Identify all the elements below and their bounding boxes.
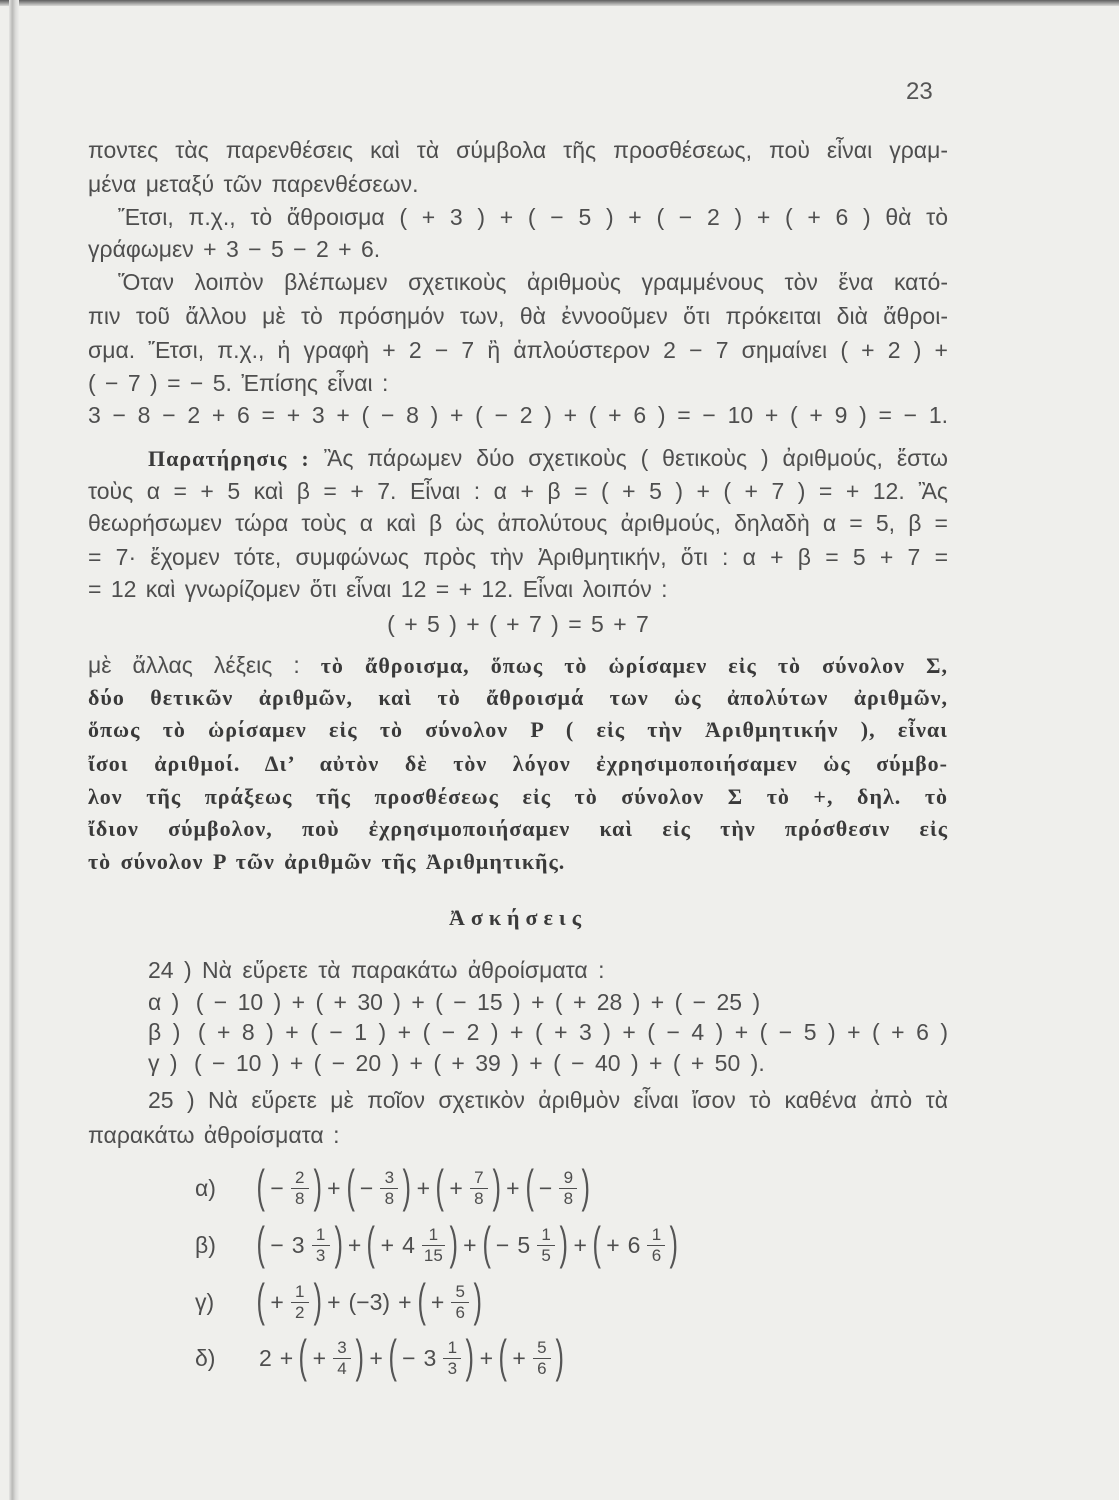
fraction xyxy=(533,1338,551,1379)
exercise-24-item-expression: ( − 10 ) + ( − 20 ) + ( + 39 ) + ( − 40 ) + ( + 50 ). xyxy=(193,1050,765,1076)
math-symbol: 6 xyxy=(627,1231,641,1258)
large-parenthesis: ( xyxy=(366,1217,376,1269)
fraction-numerator: 1 xyxy=(315,1224,326,1244)
exercise-25-row-a xyxy=(195,1158,592,1218)
remark-line9: ἴσοι ἀριθμοί. Δι’ αὐτὸν δὲ τὸν λόγον ἐχρησιμοποιήσαμεν ὡς σύμβο- xyxy=(88,751,948,776)
math-symbol: − xyxy=(270,1174,284,1201)
math-symbol: + xyxy=(380,1231,395,1258)
large-parenthesis: ( xyxy=(498,1330,507,1382)
large-parenthesis: ) xyxy=(669,1217,679,1269)
math-symbol: + xyxy=(270,1288,284,1315)
fraction xyxy=(537,1225,555,1266)
large-parenthesis: ) xyxy=(313,1274,322,1326)
fraction-numerator: 1 xyxy=(541,1224,551,1244)
large-parenthesis: ) xyxy=(334,1217,343,1269)
remark-line6-intro: μὲ ἄλλας λέξεις : xyxy=(88,652,300,678)
exercises-heading: Ἀσκήσεις xyxy=(448,905,588,930)
math-symbol: + xyxy=(347,1231,362,1258)
exercise-25-row-label: γ) xyxy=(195,1288,215,1315)
large-parenthesis: ( xyxy=(345,1160,355,1212)
fraction-denominator: 8 xyxy=(380,1188,398,1209)
exercise-24-prompt: 24 ) Νὰ εὕρετε τὰ παρακάτω ἀθροίσματα : xyxy=(148,957,605,983)
math-symbol: 4 xyxy=(402,1231,415,1258)
fraction-denominator: 4 xyxy=(333,1358,351,1379)
fraction xyxy=(291,1282,309,1323)
fraction-denominator: 3 xyxy=(443,1358,461,1379)
large-parenthesis: ) xyxy=(581,1160,591,1212)
fraction-numerator: 7 xyxy=(474,1167,484,1187)
math-symbol: + xyxy=(479,1344,494,1371)
fraction-denominator: 8 xyxy=(470,1188,488,1209)
fraction xyxy=(470,1168,488,1209)
centered-formula: ( + 5 ) + ( + 7 ) = 5 + 7 xyxy=(387,611,649,637)
fraction xyxy=(291,1168,309,1209)
large-parenthesis: ) xyxy=(465,1330,475,1382)
fraction-denominator: 15 xyxy=(423,1245,443,1265)
remark-line2: τοὺς α = + 5 καὶ β = + 7. Εἶναι : α + β = ( + 5 ) + ( + 7 ) = + 12. Ἂς xyxy=(88,478,948,504)
math-symbol: + xyxy=(463,1231,477,1258)
large-parenthesis: ( xyxy=(416,1274,426,1326)
para3-line5: 3 − 8 − 2 + 6 = + 3 + ( − 8 ) + ( − 2 ) + ( + 6 ) = − 10 + ( + 9 ) = − 1. xyxy=(88,402,948,428)
math-symbol: − xyxy=(359,1174,374,1201)
math-symbol: 2 xyxy=(259,1344,272,1371)
large-parenthesis: ( xyxy=(256,1274,265,1326)
exercise-25-expression xyxy=(255,1274,484,1326)
exercise-24-item-a xyxy=(148,986,948,1018)
remark-line1 xyxy=(148,442,948,474)
math-symbol: − xyxy=(538,1174,553,1201)
math-symbol: 3 xyxy=(291,1231,305,1258)
exercise-24-item-expression: ( − 10 ) + ( + 30 ) + ( − 15 ) + ( + 28 ) + ( − 25 ) xyxy=(195,989,761,1015)
fraction-numerator: 5 xyxy=(537,1337,547,1357)
math-symbol: + xyxy=(369,1344,383,1371)
remark-line1-text: Ἂς πάρωμεν δύο σχετικοὺς ( θετικοὺς ) ἀριθμούς, ἔστω xyxy=(323,445,949,471)
scan-top-edge xyxy=(0,0,1119,6)
fraction-numerator: 5 xyxy=(455,1281,466,1301)
fraction xyxy=(559,1168,577,1209)
remark-line5: = 12 καὶ γνωρίζομεν ὅτι εἶναι 12 = + 12. Εἶναι λοιπόν : xyxy=(88,576,668,602)
math-symbol: + xyxy=(312,1344,326,1371)
fraction-numerator: 9 xyxy=(563,1167,574,1187)
remark-line7: δύο θετικῶν ἀριθμῶν, καὶ τὸ ἄθροισμά των ὡς ἀπολύτων ἀριθμῶν, xyxy=(88,685,948,710)
math-symbol: + xyxy=(512,1344,526,1371)
fraction-denominator: 8 xyxy=(559,1188,577,1209)
exercise-24-item-b xyxy=(148,1016,948,1048)
fraction xyxy=(443,1338,461,1379)
exercise-24-item-expression: ( + 8 ) + ( − 1 ) + ( − 2 ) + ( + 3 ) + ( − 4 ) + ( − 5 ) + ( + 6 ) xyxy=(197,1019,949,1045)
remark-line12: τὸ σύνολον Ρ τῶν ἀριθμῶν τῆς Ἀριθμητικῆς. xyxy=(88,849,566,874)
remark-line6 xyxy=(88,649,948,681)
large-parenthesis: ) xyxy=(492,1160,501,1212)
math-symbol: − xyxy=(495,1231,510,1258)
exercise-24-item-label: γ ) xyxy=(148,1050,178,1076)
large-parenthesis: ) xyxy=(355,1330,364,1382)
exercise-24-item-c xyxy=(148,1047,948,1079)
fraction-denominator: 6 xyxy=(533,1358,551,1379)
exercise-25-expression xyxy=(255,1160,592,1212)
fraction xyxy=(422,1225,445,1266)
fraction-numerator: 1 xyxy=(447,1337,458,1357)
page-number: 23 xyxy=(906,78,933,105)
fraction-denominator: 2 xyxy=(291,1302,309,1323)
fraction-numerator: 1 xyxy=(428,1224,439,1244)
large-parenthesis: ( xyxy=(256,1217,265,1269)
math-symbol: 3 xyxy=(423,1344,437,1371)
fraction-denominator: 6 xyxy=(647,1245,665,1266)
fraction-numerator: 2 xyxy=(295,1167,305,1187)
math-symbol: 5 xyxy=(517,1231,531,1258)
fraction-denominator: 8 xyxy=(291,1188,309,1209)
exercise-24-item-label: β ) xyxy=(148,1019,181,1045)
fraction-denominator: 6 xyxy=(451,1302,469,1323)
remark-line11: ἴδιον σύμβολον, ποὺ ἐχρησιμοποιήσαμεν καὶ εἰς τὴν πρόσθεσιν εἰς xyxy=(88,816,948,841)
exercise-25-prompt-line1: 25 ) Νὰ εὕρετε μὲ ποῖον σχετικὸν ἀριθμὸν εἶναι ἴσον τὸ καθένα ἀπὸ τὰ xyxy=(148,1087,948,1113)
large-parenthesis: ) xyxy=(559,1217,569,1269)
para1-line2: μένα μεταξύ τῶν παρενθέσεων. xyxy=(88,171,419,197)
remark-line8: ὅπως τὸ ὡρίσαμεν εἰς τὸ σύνολον Ρ ( εἰς τὴν Ἀριθμητικήν ), εἶναι xyxy=(88,717,948,742)
fraction-numerator: 3 xyxy=(337,1337,347,1357)
math-symbol: + xyxy=(430,1288,445,1315)
fraction xyxy=(647,1225,665,1266)
scan-binding-edge xyxy=(9,0,19,1500)
fraction-numerator: 1 xyxy=(295,1281,305,1301)
remark-line4: = 7· ἔχομεν τότε, συμφώνως πρὸς τὴν Ἀριθμητικήν, ὅτι : α + β = 5 + 7 = xyxy=(88,544,948,570)
fraction xyxy=(451,1282,469,1323)
large-parenthesis: ( xyxy=(592,1217,601,1269)
para2-line2: γράφωμεν + 3 − 5 − 2 + 6. xyxy=(88,236,381,262)
fraction-denominator: 5 xyxy=(537,1245,555,1266)
exercise-25-row-label: β) xyxy=(195,1231,216,1258)
large-parenthesis: ( xyxy=(256,1160,265,1212)
large-parenthesis: ( xyxy=(482,1217,491,1269)
fraction-numerator: 3 xyxy=(384,1167,395,1187)
large-parenthesis: ) xyxy=(555,1330,564,1382)
large-parenthesis: ( xyxy=(525,1160,534,1212)
large-parenthesis: ) xyxy=(449,1217,458,1269)
large-parenthesis: ) xyxy=(473,1274,483,1326)
fraction xyxy=(312,1225,330,1266)
exercise-25-row-b xyxy=(195,1215,680,1275)
math-symbol: + xyxy=(279,1344,294,1371)
para3-line1: Ὅταν λοιπὸν βλέπωμεν σχετικοὺς ἀριθμοὺς γραμμένους τὸν ἕνα κατό- xyxy=(118,269,948,295)
math-symbol: + xyxy=(449,1174,463,1201)
para1-line1: ποντες τὰς παρενθέσεις καὶ τὰ σύμβολα τῆς προσθέσεως, ποὺ εἶναι γραμ- xyxy=(88,137,948,163)
large-parenthesis: ( xyxy=(388,1330,397,1382)
para3-line2: πιν τοῦ ἄλλου μὲ τὸ πρόσημόν των, θὰ ἐννοοῦμεν ὅτι πρόκειται διὰ ἄθροι- xyxy=(88,303,948,329)
large-parenthesis: ( xyxy=(298,1330,308,1382)
math-symbol: + xyxy=(398,1288,412,1315)
para3-line3: σμα. Ἔτσι, π.χ., ἡ γραφὴ + 2 − 7 ἢ ἁπλούστερον 2 − 7 σημαίνει ( + 2 ) + xyxy=(88,337,948,363)
remark-line3: θεωρήσωμεν τώρα τοὺς α καὶ β ὡς ἀπολύτους ἀριθμούς, δηλαδὴ α = 5, β = xyxy=(88,510,948,536)
remark-line10: λον τῆς πράξεως τῆς προσθέσεως εἰς τὸ σύνολον Σ τὸ +, δηλ. τὸ xyxy=(88,784,948,809)
math-symbol: (−3) xyxy=(348,1288,391,1315)
math-symbol: + xyxy=(327,1288,341,1315)
large-parenthesis: ) xyxy=(313,1160,322,1212)
exercise-25-prompt-line2: παρακάτω ἀθροίσματα : xyxy=(88,1122,340,1148)
remark-line6-bold: τὸ ἄθροισμα, ὅπως τὸ ὡρίσαμεν εἰς τὸ σύνολον Σ, xyxy=(320,653,948,678)
para3-line4: ( − 7 ) = − 5. Ἐπίσης εἶναι : xyxy=(88,370,389,396)
para2-line1: Ἔτσι, π.χ., τὸ ἄθροισμα ( + 3 ) + ( − 5 ) + ( − 2 ) + ( + 6 ) θὰ τὸ xyxy=(118,204,948,230)
exercise-25-expression xyxy=(255,1330,565,1382)
exercise-25-row-label: α) xyxy=(195,1174,216,1201)
fraction-numerator: 1 xyxy=(651,1224,662,1244)
exercise-25-row-label: δ) xyxy=(195,1344,216,1371)
math-symbol: + xyxy=(573,1231,587,1258)
exercise-25-expression xyxy=(255,1217,680,1269)
math-symbol: − xyxy=(270,1231,284,1258)
math-symbol: + xyxy=(506,1174,520,1201)
math-symbol: + xyxy=(327,1174,341,1201)
math-symbol: + xyxy=(416,1174,431,1201)
exercise-25-row-d xyxy=(195,1328,565,1388)
fraction xyxy=(380,1168,398,1209)
math-symbol: − xyxy=(402,1344,416,1371)
exercise-24-item-label: α ) xyxy=(148,989,180,1015)
math-symbol: + xyxy=(606,1231,620,1258)
remark-label: Παρατήρησις : xyxy=(148,446,310,471)
fraction-denominator: 3 xyxy=(312,1245,330,1266)
large-parenthesis: ) xyxy=(402,1160,412,1212)
fraction xyxy=(333,1338,351,1379)
exercise-25-row-c xyxy=(195,1272,484,1332)
large-parenthesis: ( xyxy=(435,1160,444,1212)
